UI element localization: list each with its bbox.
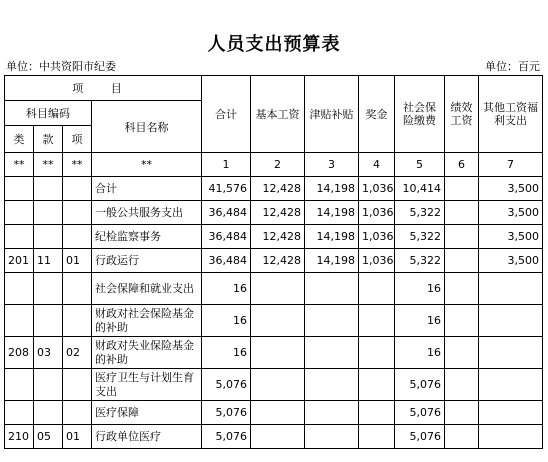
cell-subject-name: 医疗保障 <box>92 401 202 425</box>
header-lei: 类 <box>5 126 34 153</box>
cell-basic-salary <box>251 401 305 425</box>
unit-label-right: 单位：百元 <box>485 60 540 73</box>
budget-table <box>4 75 543 449</box>
table-row <box>5 305 543 337</box>
cell-bonus <box>359 337 395 369</box>
cell-category-code <box>5 225 34 249</box>
cell-category-code <box>5 201 34 225</box>
cell-subject-name: 行政运行 <box>92 249 202 273</box>
cell-section-code: 11 <box>34 249 63 273</box>
header-item: 项 目 <box>5 76 202 101</box>
cell-basic-salary: 12,428 <box>251 249 305 273</box>
cell-category-code <box>5 401 34 425</box>
cell-performance <box>445 401 479 425</box>
cell-other-welfare <box>479 337 543 369</box>
col-number: 1 <box>202 153 251 177</box>
cell-basic-salary <box>251 273 305 305</box>
cell-total: 5,076 <box>202 401 251 425</box>
cell-category-code <box>5 305 34 337</box>
cell-section-code <box>34 201 63 225</box>
cell-item-code: 01 <box>63 249 92 273</box>
cell-other-welfare <box>479 401 543 425</box>
cell-basic-salary: 12,428 <box>251 201 305 225</box>
cell-total: 16 <box>202 337 251 369</box>
cell-total: 16 <box>202 305 251 337</box>
cell-social-insurance: 5,076 <box>395 369 445 401</box>
header-col-allowance: 津贴补贴 <box>305 76 359 153</box>
cell-item-code <box>63 201 92 225</box>
cell-bonus <box>359 401 395 425</box>
header-code: 科目编码 <box>5 101 92 126</box>
cell-item-code: 02 <box>63 337 92 369</box>
col-number: 2 <box>251 153 305 177</box>
header-col-total: 合计 <box>202 76 251 153</box>
mark-cell: ** <box>5 153 34 177</box>
cell-bonus <box>359 273 395 305</box>
cell-subject-name: 纪检监察事务 <box>92 225 202 249</box>
cell-allowance: 14,198 <box>305 249 359 273</box>
cell-total: 36,484 <box>202 225 251 249</box>
mark-cell: ** <box>34 153 63 177</box>
table-row <box>5 225 543 249</box>
cell-other-welfare <box>479 369 543 401</box>
header-col-bonus: 奖金 <box>359 76 395 153</box>
cell-social-insurance: 10,414 <box>395 177 445 201</box>
cell-basic-salary <box>251 305 305 337</box>
page-title: 人员支出预算表 <box>207 34 341 55</box>
header-xiang: 项 <box>63 126 92 153</box>
mark-cell: ** <box>92 153 202 177</box>
cell-total: 5,076 <box>202 425 251 449</box>
cell-category-code: 210 <box>5 425 34 449</box>
cell-allowance <box>305 425 359 449</box>
cell-subject-name: 合计 <box>92 177 202 201</box>
cell-social-insurance: 5,322 <box>395 201 445 225</box>
cell-item-code <box>63 369 92 401</box>
cell-category-code: 201 <box>5 249 34 273</box>
cell-bonus: 1,036 <box>359 201 395 225</box>
cell-subject-name: 医疗卫生与计划生育支出 <box>92 369 202 401</box>
cell-performance <box>445 249 479 273</box>
cell-performance <box>445 369 479 401</box>
cell-section-code <box>34 305 63 337</box>
cell-section-code <box>34 401 63 425</box>
cell-bonus: 1,036 <box>359 177 395 201</box>
cell-bonus <box>359 305 395 337</box>
cell-basic-salary <box>251 425 305 449</box>
cell-total: 16 <box>202 273 251 305</box>
cell-bonus: 1,036 <box>359 249 395 273</box>
cell-total: 41,576 <box>202 177 251 201</box>
cell-item-code <box>63 225 92 249</box>
cell-category-code <box>5 273 34 305</box>
cell-allowance <box>305 337 359 369</box>
cell-section-code: 03 <box>34 337 63 369</box>
cell-basic-salary: 12,428 <box>251 177 305 201</box>
cell-allowance <box>305 305 359 337</box>
cell-section-code <box>34 177 63 201</box>
cell-allowance <box>305 401 359 425</box>
table-row <box>5 273 543 305</box>
cell-bonus <box>359 425 395 449</box>
header-col-social-insurance: 社会保险缴费 <box>395 76 445 153</box>
cell-category-code <box>5 177 34 201</box>
cell-subject-name: 财政对社会保险基金的补助 <box>92 305 202 337</box>
cell-subject-name: 一般公共服务支出 <box>92 201 202 225</box>
cell-performance <box>445 177 479 201</box>
header-number-row <box>5 153 543 177</box>
unit-label-left: 单位：中共资阳市纪委 <box>6 60 116 73</box>
cell-other-welfare <box>479 273 543 305</box>
cell-allowance: 14,198 <box>305 177 359 201</box>
cell-other-welfare: 3,500 <box>479 177 543 201</box>
cell-social-insurance: 5,076 <box>395 425 445 449</box>
cell-performance <box>445 337 479 369</box>
cell-basic-salary <box>251 337 305 369</box>
col-number: 6 <box>445 153 479 177</box>
cell-total: 5,076 <box>202 369 251 401</box>
cell-total: 36,484 <box>202 249 251 273</box>
cell-total: 36,484 <box>202 201 251 225</box>
cell-allowance <box>305 273 359 305</box>
cell-allowance: 14,198 <box>305 201 359 225</box>
cell-section-code <box>34 273 63 305</box>
header-col-performance: 绩效工资 <box>445 76 479 153</box>
cell-social-insurance: 5,322 <box>395 249 445 273</box>
cell-social-insurance: 16 <box>395 305 445 337</box>
cell-other-welfare: 3,500 <box>479 225 543 249</box>
cell-social-insurance: 16 <box>395 273 445 305</box>
cell-bonus <box>359 369 395 401</box>
cell-allowance <box>305 369 359 401</box>
cell-section-code: 05 <box>34 425 63 449</box>
cell-performance <box>445 273 479 305</box>
cell-subject-name: 行政单位医疗 <box>92 425 202 449</box>
cell-subject-name: 财政对失业保险基金的补助 <box>92 337 202 369</box>
table-row <box>5 201 543 225</box>
cell-social-insurance: 5,076 <box>395 401 445 425</box>
cell-performance <box>445 305 479 337</box>
col-number: 5 <box>395 153 445 177</box>
table-row <box>5 177 543 201</box>
table-row <box>5 369 543 401</box>
cell-bonus: 1,036 <box>359 225 395 249</box>
cell-social-insurance: 5,322 <box>395 225 445 249</box>
mark-cell: ** <box>63 153 92 177</box>
cell-other-welfare: 3,500 <box>479 249 543 273</box>
table-row <box>5 401 543 425</box>
table-row <box>5 425 543 449</box>
cell-item-code <box>63 401 92 425</box>
cell-item-code <box>63 177 92 201</box>
col-number: 7 <box>479 153 543 177</box>
cell-social-insurance: 16 <box>395 337 445 369</box>
cell-item-code: 01 <box>63 425 92 449</box>
table-row <box>5 337 543 369</box>
cell-section-code <box>34 225 63 249</box>
header-col-other-welfare: 其他工资福利支出 <box>479 76 543 153</box>
col-number: 3 <box>305 153 359 177</box>
cell-basic-salary <box>251 369 305 401</box>
header-col-basic-salary: 基本工资 <box>251 76 305 153</box>
cell-item-code <box>63 305 92 337</box>
cell-category-code <box>5 369 34 401</box>
cell-other-welfare: 3,500 <box>479 201 543 225</box>
cell-other-welfare <box>479 425 543 449</box>
cell-performance <box>445 425 479 449</box>
col-number: 4 <box>359 153 395 177</box>
cell-other-welfare <box>479 305 543 337</box>
header-name: 科目名称 <box>92 101 202 153</box>
header-row-1 <box>5 76 543 101</box>
cell-subject-name: 社会保障和就业支出 <box>92 273 202 305</box>
cell-basic-salary: 12,428 <box>251 225 305 249</box>
cell-category-code: 208 <box>5 337 34 369</box>
cell-allowance: 14,198 <box>305 225 359 249</box>
cell-section-code <box>34 369 63 401</box>
cell-performance <box>445 225 479 249</box>
cell-item-code <box>63 273 92 305</box>
cell-performance <box>445 201 479 225</box>
header-kuan: 款 <box>34 126 63 153</box>
table-row <box>5 249 543 273</box>
